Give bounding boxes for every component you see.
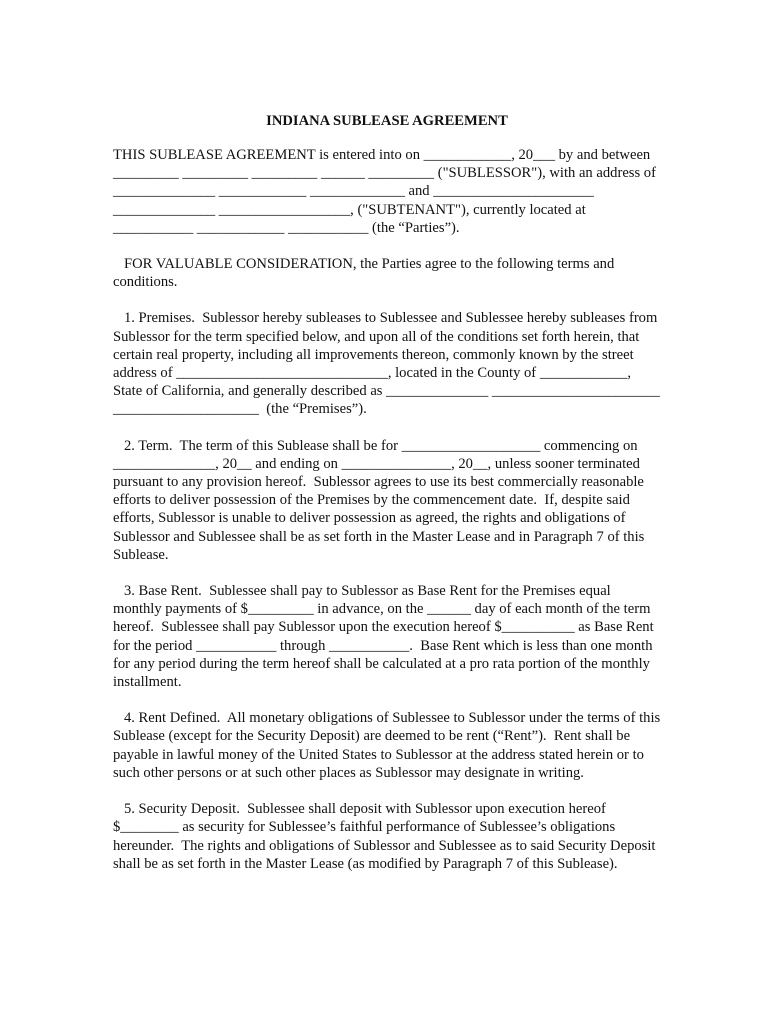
section-premises: 1. Premises. Sublessor hereby subleases to Sublessee and Sublessee hereby subleases from Sublessor for the term specified below, and upon all of the conditions set forth herein, that certain real property, including all improvements thereon, commonly known by the street address of _____________________________, located in the County of ____________, State of California, and generally described as ______________ _______________________ ____________________ (the “Premises”). (113, 310, 664, 418)
spacer (113, 782, 661, 800)
consideration-paragraph: FOR VALUABLE CONSIDERATION, the Parties agree to the following terms and conditions. (113, 256, 618, 291)
intro-paragraph: THIS SUBLEASE AGREEMENT is entered into on ____________, 20___ by and between _________ _________ _________ ______ _________ ("SUBLESSOR"), with an address of ______________ ____________ _____________ and ______________________ ______________ __________________, ("SUBTENANT"), currently located at ___________ ____________ ___________ (the “Parties”). (113, 147, 660, 236)
section-term: 2. Term. The term of this Sublease shall be for ___________________ commencing on ______________, 20__ and ending on _______________, 20__, unless sooner terminated pursuant to any provision hereof. Sublessor agrees to use its best commercially reasonable efforts to deliver possession of the Premises by the commencement date. If, despite said efforts, Sublessor is unable to deliver possession as agreed, the rights and obligations of Sublessor and Sublessee shall be as set forth in the Master Lease and in Paragraph 7 of this Sublease. (113, 437, 648, 563)
section-security-deposit: 5. Security Deposit. Sublessee shall deposit with Sublessor upon execution hereof $________ as security for Sublessee’s faithful performance of Sublessee’s obligations hereunder. The rights and obligations of Sublessor and Sublessee as to said Security Deposit shall be as set forth in the Master Lease (as modified by Paragraph 7 of this Sublease). (113, 801, 660, 872)
section-base-rent: 3. Base Rent. Sublessee shall pay to Sublessor as Base Rent for the Premises equal monthly payments of $_________ in advance, on the ______ day of each month of the term hereof. Sublessee shall pay Sublessor upon the execution hereof $__________ as Base Rent for the period ___________ through ___________. Base Rent which is less than one month for any period during the term hereof shall be calculated at a pro rata portion of the monthly installment. (113, 583, 658, 691)
document-title: INDIANA SUBLEASE AGREEMENT (266, 113, 508, 129)
section-rent-defined: 4. Rent Defined. All monetary obligations of Sublessee to Sublessor under the terms of this Sublease (except for the Security Deposit) are deemed to be rent (“Rent”). Rent shall be payable in lawful money of the United States to Sublessor at the address stated herein or to such other persons or at such other places as Sublessor may designate in writing. (113, 710, 664, 781)
spacer (113, 419, 661, 437)
spacer (113, 691, 661, 709)
spacer (113, 291, 661, 309)
document-page (113, 110, 664, 873)
spacer (113, 237, 661, 255)
spacer (113, 564, 661, 582)
